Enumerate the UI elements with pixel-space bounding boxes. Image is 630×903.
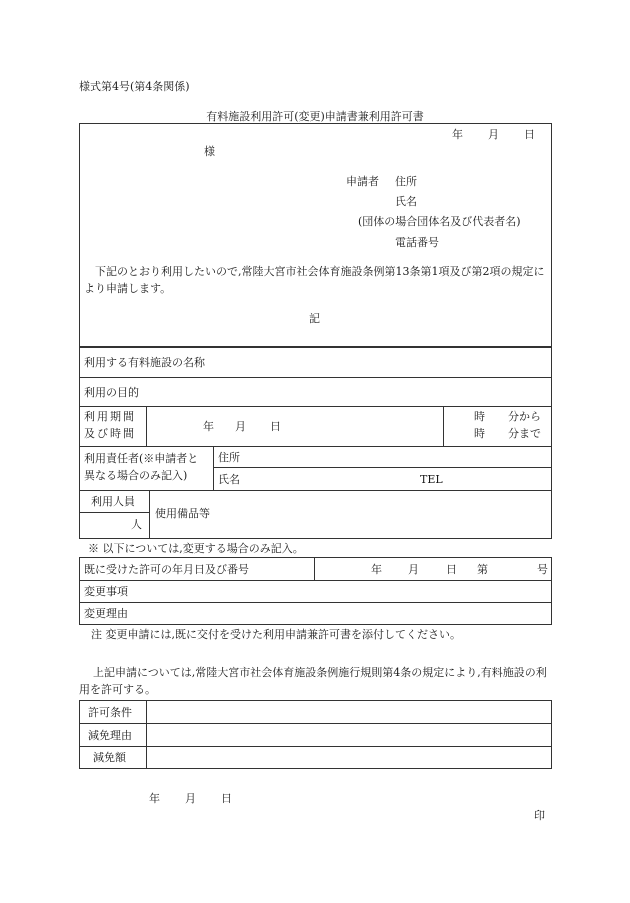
divider xyxy=(213,446,214,490)
period-year: 年 xyxy=(203,420,214,433)
permit-day: 日 xyxy=(446,563,457,576)
time-from-label: 分から xyxy=(508,410,541,423)
change-note: ※ 以下については,変更する場合のみ記入。 xyxy=(88,542,304,555)
prior-permit-label: 既に受けた許可の年月日及び番号 xyxy=(84,563,249,576)
period-month: 月 xyxy=(235,420,246,433)
divider xyxy=(79,723,552,724)
time-hour-from: 時 xyxy=(474,410,485,423)
divider xyxy=(213,467,552,468)
purpose-label: 利用の目的 xyxy=(84,386,139,399)
change-reason-label: 変更理由 xyxy=(84,607,128,620)
ki-marker: 記 xyxy=(309,312,320,325)
phone-label: 電話番号 xyxy=(395,236,439,249)
permission-date-year: 年 xyxy=(149,792,160,805)
divider xyxy=(79,580,552,581)
group-note: (団体の場合団体名及び代表者名) xyxy=(358,215,521,228)
time-hour-until: 時 xyxy=(474,427,485,440)
permit-month: 月 xyxy=(408,563,419,576)
permission-date-day: 日 xyxy=(221,792,232,805)
application-date-month: 月 xyxy=(488,128,499,141)
application-body-text: 下記のとおり利用したいので,常陸大宮市社会体育施設条例第13条第1項及び第2項の規定により申請します。 xyxy=(84,265,545,296)
period-label-line2: 及び時間 xyxy=(84,427,136,440)
form-number: 様式第4号(第4条関係) xyxy=(79,80,190,93)
exemption-amount-label: 減免額 xyxy=(93,751,126,764)
divider xyxy=(149,490,150,539)
permission-date-month: 月 xyxy=(185,792,196,805)
time-until-label: 分まで xyxy=(508,427,541,440)
permit-year: 年 xyxy=(371,563,382,576)
change-items-label: 変更事項 xyxy=(84,585,128,598)
tel-label: TEL xyxy=(420,473,443,486)
divider xyxy=(79,406,552,407)
application-date-day: 日 xyxy=(524,128,535,141)
change-footnote: 注 変更申請には,既に交付を受けた利用申請兼許可書を添付してください。 xyxy=(91,628,461,641)
applicant-address-label: 住所 xyxy=(395,175,417,188)
permit-number-suffix: 号 xyxy=(537,563,548,576)
responsible-label-line1: 利用責任者(※申請者と xyxy=(84,452,199,465)
addressee-suffix: 様 xyxy=(204,145,215,158)
permit-number-prefix: 第 xyxy=(477,563,488,576)
permission-table xyxy=(79,700,552,769)
applicant-name-label: 氏名 xyxy=(395,195,417,208)
users-label: 利用人員 xyxy=(91,495,135,508)
divider xyxy=(79,512,149,513)
responsible-name-label: 氏名 xyxy=(218,473,240,486)
applicant-label: 申請者 xyxy=(346,175,379,188)
seal-mark: 印 xyxy=(534,809,545,822)
facility-name-label: 利用する有料施設の名称 xyxy=(84,356,205,369)
application-date-year: 年 xyxy=(452,128,463,141)
users-unit: 人 xyxy=(131,518,142,531)
form-title: 有料施設利用許可(変更)申請書兼利用許可書 xyxy=(206,110,424,123)
responsible-address-label: 住所 xyxy=(218,451,240,464)
divider xyxy=(79,602,552,603)
divider xyxy=(146,406,147,446)
equipment-label: 使用備品等 xyxy=(155,507,210,520)
divider xyxy=(79,377,552,378)
responsible-label-line2: 異なる場合のみ記入) xyxy=(84,469,188,482)
divider xyxy=(79,446,552,447)
permission-text: 上記申請については,常陸大宮市社会体育施設条例施行規則第4条の規定により,有料施設の利用を許可する。 xyxy=(79,666,547,697)
divider xyxy=(79,746,552,747)
period-day: 日 xyxy=(270,420,281,433)
divider xyxy=(146,700,147,769)
conditions-label: 許可条件 xyxy=(88,706,132,719)
divider xyxy=(314,557,315,580)
period-label-line1: 利用期間 xyxy=(84,410,136,423)
exemption-reason-label: 減免理由 xyxy=(88,729,132,742)
divider xyxy=(443,406,444,446)
